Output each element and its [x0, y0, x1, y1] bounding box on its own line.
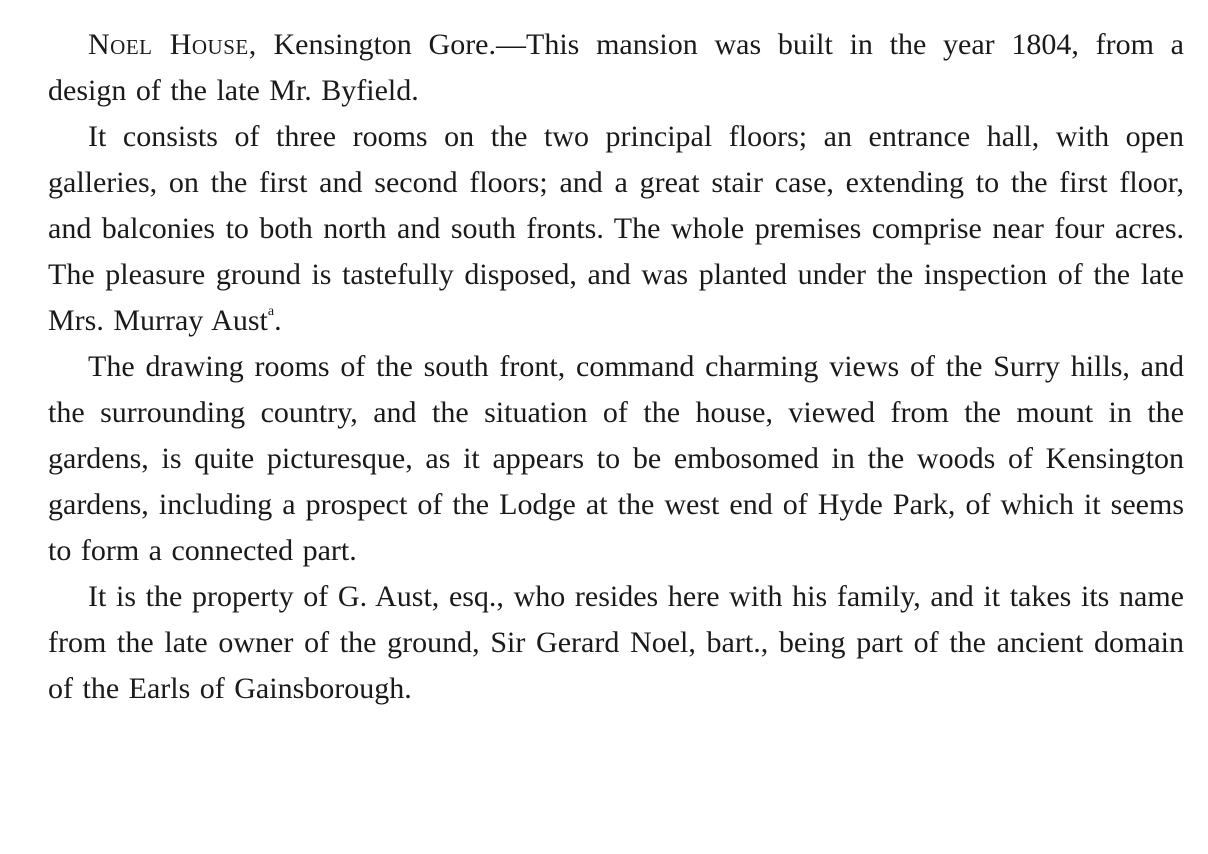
- paragraph-text: Kensington Gore.—This mansion was built in the year 1804, from a design of the late Mr. Byfield.: [48, 28, 1184, 107]
- document-page: [48, 22, 1184, 712]
- paragraph-rooms-description: [48, 114, 1184, 344]
- footnote-marker: a: [267, 304, 275, 319]
- paragraph-text: It consists of three rooms on the two principal floors; an entrance hall, with open galleries, on the first and second floors; and a great stair case, extending to the first floor, and balconies to both north and south fronts. The whole premises comprise near four acres. The pleasure ground is tastefully disposed, and was planted under the inspection of the late Mrs. Murray Aust: [48, 120, 1184, 337]
- paragraph-text: The drawing rooms of the south front, command charming views of the Surry hills, and the surrounding country, and the situation of the house, viewed from the mount in the gardens, is quite picturesque, as it appears to be embosomed in the woods of Kensington gardens, including a prospect of the Lodge at the west end of Hyde Park, of which it seems to form a connected part.: [48, 350, 1184, 567]
- heading-noel-house: Noel House,: [88, 28, 257, 61]
- paragraph-text: It is the property of G. Aust, esq., who resides here with his family, and it takes its name from the late owner of the ground, Sir Gerard Noel, bart., being part of the ancient domain of the Earls of Gainsborough.: [48, 580, 1184, 705]
- paragraph-views-description: [48, 344, 1184, 574]
- paragraph-noel-house-intro: [48, 22, 1184, 114]
- paragraph-ownership: [48, 574, 1184, 712]
- paragraph-text-end: .: [274, 304, 282, 337]
